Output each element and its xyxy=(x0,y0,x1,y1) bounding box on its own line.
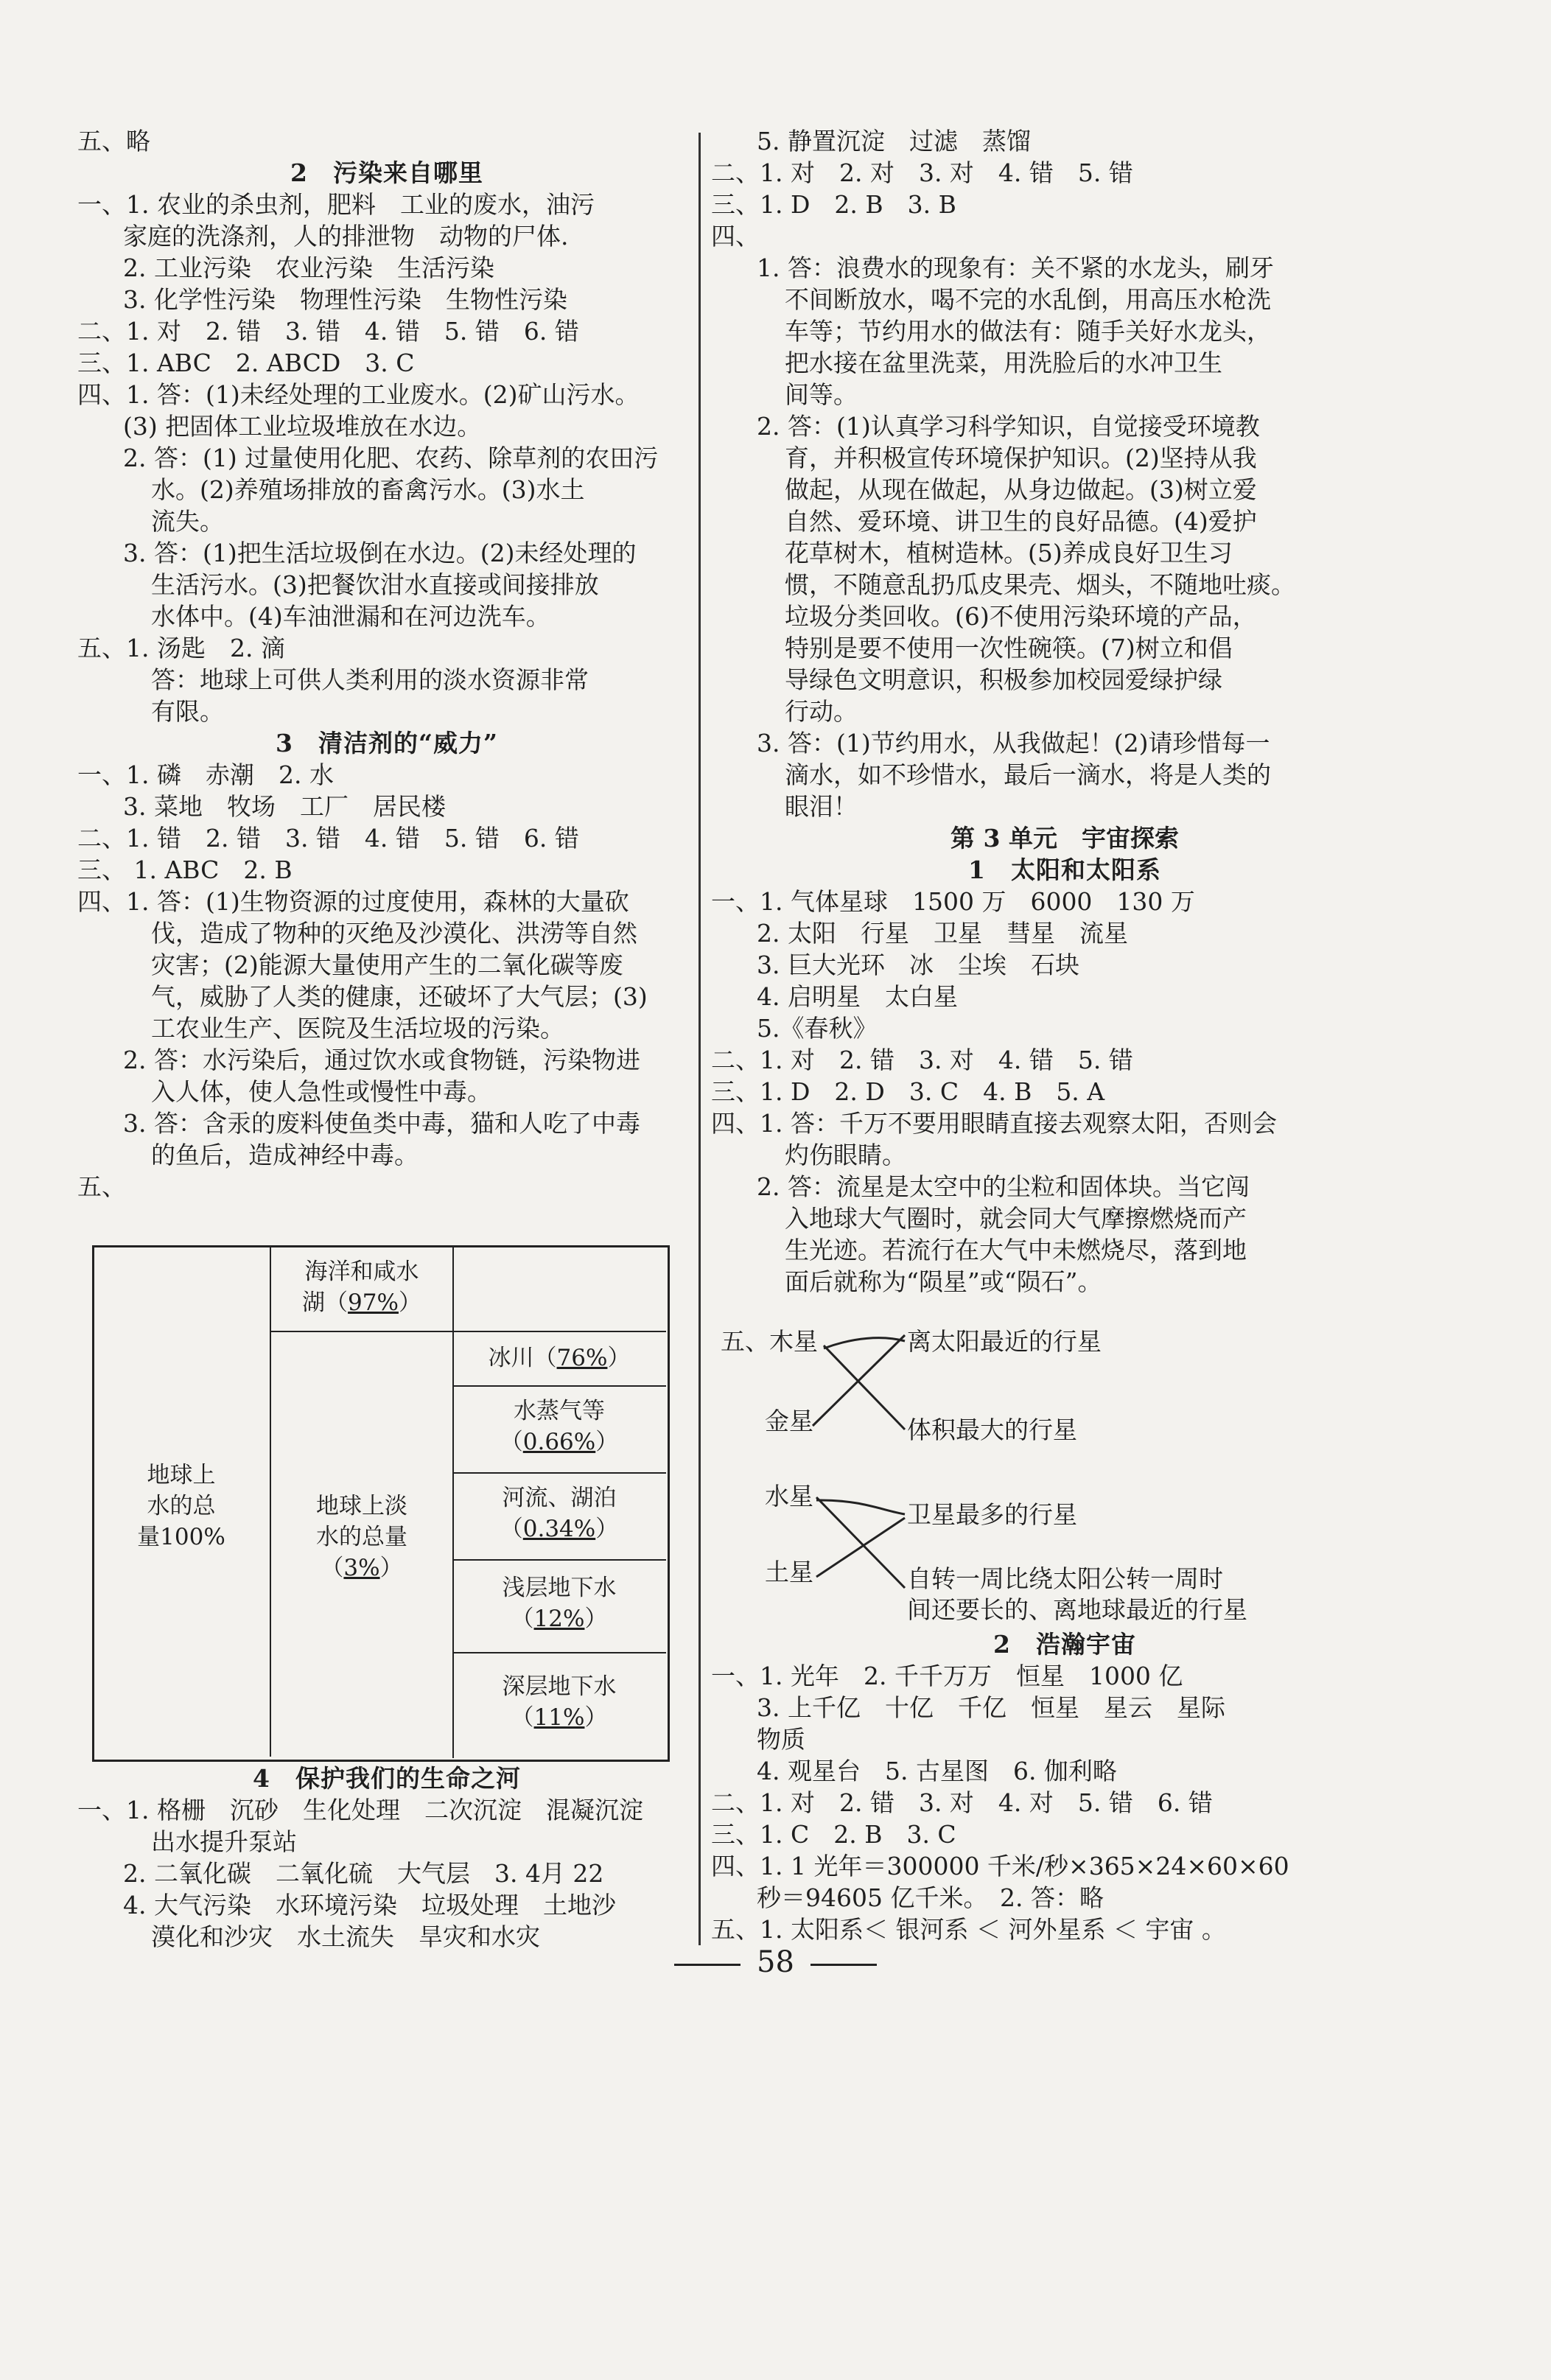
match-line-jupiter xyxy=(824,1345,905,1429)
table-value: 11% xyxy=(533,1704,585,1731)
text-line: 五、略 xyxy=(77,127,150,155)
table-text: 冰川（ xyxy=(488,1345,557,1371)
text-line: 2. 答：(1) 过量使用化肥、农药、除草剂的农田污 xyxy=(123,444,659,472)
right-column-bottom xyxy=(711,1628,1418,1945)
table-text: ） xyxy=(595,1516,619,1542)
planet-description: 间还要长的、离地球最近的行星 xyxy=(907,1595,1247,1624)
text-line: 四、1. 答：(1)生物资源的过度使用，森林的大量砍 xyxy=(77,887,629,916)
text-line: 1. 答：浪费水的现象有：关不紧的水龙头，刷牙 xyxy=(757,253,1274,282)
planet-description: 卫星最多的行星 xyxy=(907,1500,1077,1529)
text-line: 惯，不随意乱扔瓜皮果壳、烟头，不随地吐痰。 xyxy=(785,570,1295,599)
glacier-cell xyxy=(452,1332,666,1387)
text-line: 2. 二氧化碳 二氧化硫 大气层 3. 4月 22 xyxy=(123,1859,604,1888)
text-line: 四、1. 答：千万不要用眼睛直接去观察太阳，否则会 xyxy=(711,1109,1277,1138)
text-line: 三、 1. ABC 2. B xyxy=(77,855,293,884)
table-value: 0.66% xyxy=(522,1429,596,1455)
page-number xyxy=(0,1945,1551,1979)
text-line: 4. 启明星 太白星 xyxy=(757,982,958,1011)
shallow-groundwater-cell xyxy=(452,1559,666,1653)
total-water-cell xyxy=(93,1246,271,1757)
ocean-cell xyxy=(271,1246,454,1332)
deep-groundwater-cell xyxy=(452,1652,666,1757)
text-line: 二、1. 对 2. 对 3. 对 4. 错 5. 错 xyxy=(711,158,1133,187)
text-line: 五、 xyxy=(77,1172,126,1201)
planet-label: 土星 xyxy=(765,1558,813,1586)
table-value: 3% xyxy=(343,1555,380,1581)
table-text: 水的总 xyxy=(147,1493,216,1519)
text-line: 一、1. 农业的杀虫剂，肥料 工业的废水，油污 xyxy=(77,190,595,219)
text-line: 出水提升泵站 xyxy=(151,1827,297,1856)
text-line: 三、1. ABC 2. ABCD 3. C xyxy=(77,349,415,377)
table-text: 水的总量 xyxy=(316,1524,407,1550)
text-line: 三、1. D 2. B 3. B xyxy=(711,190,956,219)
table-text: 地球上 xyxy=(147,1462,216,1488)
planet-description: 自转一周比绕太阳公转一周时 xyxy=(907,1564,1223,1593)
text-line: 的鱼后，造成神经中毒。 xyxy=(151,1141,419,1169)
text-line: 漠化和沙灾 水土流失 旱灾和水灾 xyxy=(151,1922,540,1951)
text-line: 自然、爱环境、讲卫生的良好品德。(4)爱护 xyxy=(785,507,1257,536)
question-prefix: 五、 xyxy=(721,1327,769,1356)
text-line: 三、1. C 2. B 3. C xyxy=(711,1820,956,1849)
text-line: 四、 xyxy=(711,222,760,251)
text-line: 面后就称为“陨星”或“陨石”。 xyxy=(785,1267,1102,1296)
text-line: (3) 把固体工业垃圾堆放在水边。 xyxy=(123,412,482,441)
table-text: 河流、湖泊 xyxy=(502,1485,617,1511)
table-text: 深层地下水 xyxy=(502,1673,617,1700)
text-line: 行动。 xyxy=(785,697,858,726)
text-line: 2. 答：流星是太空中的尘粒和固体块。当它闯 xyxy=(757,1172,1250,1201)
table-text: 湖（ xyxy=(302,1289,349,1316)
table-text: 量100% xyxy=(137,1524,225,1550)
table-value: 12% xyxy=(533,1606,585,1632)
table-text: ） xyxy=(584,1704,608,1731)
freshwater-cell xyxy=(271,1332,454,1758)
text-line: 气，威胁了人类的健康，还破坏了大气层；(3) xyxy=(151,982,648,1011)
page-number-text: 58 xyxy=(757,1945,794,1979)
empty-cell xyxy=(452,1246,666,1332)
text-line: 灾害；(2)能源大量使用产生的二氧化碳等废 xyxy=(151,951,623,979)
text-line: 水体中。(4)车油泄漏和在河边洗车。 xyxy=(151,602,550,631)
text-line: 3. 答：(1)节约用水，从我做起！(2)请珍惜每一 xyxy=(757,729,1270,757)
text-line: 花草树木，植树造林。(5)养成良好卫生习 xyxy=(785,539,1233,567)
text-line: 导绿色文明意识，积极参加校园爱绿护绿 xyxy=(785,665,1222,694)
planet-matching-diagram xyxy=(721,1326,1354,1636)
text-line: 2. 太阳 行星 卫星 彗星 流星 xyxy=(757,919,1128,948)
text-line: 3. 答：(1)把生活垃圾倒在水边。(2)未经处理的 xyxy=(123,539,637,567)
lesson-title: 2 浩瀚宇宙 xyxy=(993,1630,1136,1659)
table-text: ） xyxy=(398,1289,421,1316)
lesson-title: 1 太阳和太阳系 xyxy=(968,855,1161,884)
text-line: 做起，从现在做起，从身边做起。(3)树立爱 xyxy=(785,475,1257,504)
planet-label: 水星 xyxy=(765,1482,813,1511)
table-text: 海洋和咸水 xyxy=(304,1259,419,1285)
planet-label: 金星 xyxy=(765,1407,813,1435)
table-text: （ xyxy=(500,1516,523,1542)
lesson-title: 2 污染来自哪里 xyxy=(290,158,483,187)
text-line: 四、1. 1 光年＝300000 千米/秒×365×24×60×60 xyxy=(711,1852,1289,1880)
text-line: 把水接在盆里洗菜，用洗脸后的水冲卫生 xyxy=(785,349,1222,377)
text-line: 4. 观星台 5. 古星图 6. 伽利略 xyxy=(757,1757,1117,1785)
left-column-bottom xyxy=(77,1763,696,1953)
text-line: 二、1. 错 2. 错 3. 错 4. 错 5. 错 6. 错 xyxy=(77,824,579,853)
text-line: 5.《春秋》 xyxy=(757,1014,878,1043)
table-text: ） xyxy=(584,1606,608,1632)
text-line: 垃圾分类回收。(6)不使用污染环境的产品， xyxy=(785,602,1257,631)
water-distribution-table xyxy=(92,1245,670,1762)
column-divider xyxy=(699,133,701,1945)
text-line: 水。(2)养殖场排放的畜禽污水。(3)水土 xyxy=(151,475,585,504)
table-text: ） xyxy=(379,1555,403,1581)
dash-decoration xyxy=(674,1964,741,1966)
vapor-cell xyxy=(452,1385,666,1474)
text-line: 滴水，如不珍惜水，最后一滴水，将是人类的 xyxy=(785,760,1271,789)
text-line: 家庭的洗涤剂，人的排泄物 动物的尸体. xyxy=(123,222,569,251)
lesson-title: 3 清洁剂的“威力” xyxy=(276,729,498,757)
planet-label: 木星 xyxy=(769,1327,818,1356)
dash-decoration xyxy=(810,1964,877,1966)
text-line: 车等；节约用水的做法有：随手关好水龙头， xyxy=(785,317,1271,346)
table-text: （ xyxy=(321,1555,344,1581)
text-line: 不间断放水，喝不完的水乱倒，用高压水枪洗 xyxy=(785,285,1271,314)
lesson-title: 4 保护我们的生命之河 xyxy=(253,1764,521,1793)
text-line: 2. 工业污染 农业污染 生活污染 xyxy=(123,253,494,282)
planet-description: 体积最大的行星 xyxy=(907,1415,1077,1444)
text-line: 灼伤眼睛。 xyxy=(785,1141,906,1169)
text-line: 二、1. 对 2. 错 3. 对 4. 对 5. 错 6. 错 xyxy=(711,1788,1213,1817)
table-text: 地球上淡 xyxy=(316,1493,407,1519)
text-line: 答：地球上可供人类利用的淡水资源非常 xyxy=(151,665,589,694)
text-line: 入人体，使人急性或慢性中毒。 xyxy=(151,1077,491,1106)
table-text: ） xyxy=(595,1429,619,1455)
table-text: （ xyxy=(500,1429,523,1455)
text-line: 五、1. 汤匙 2. 滴 xyxy=(77,634,285,662)
text-line: 生光迹。若流行在大气中未燃烧尽，落到地 xyxy=(785,1236,1247,1264)
text-line: 有限。 xyxy=(151,697,224,726)
planet-description: 离太阳最近的行星 xyxy=(907,1327,1102,1356)
table-value: 97% xyxy=(348,1289,399,1316)
text-line: 入地球大气圈时，就会同大气摩擦燃烧而产 xyxy=(785,1204,1247,1233)
text-line: 伐，造成了物种的灭绝及沙漠化、洪涝等自然 xyxy=(151,919,637,948)
matching-lines xyxy=(721,1326,1354,1636)
text-line: 二、1. 对 2. 错 3. 错 4. 错 5. 错 6. 错 xyxy=(77,317,579,346)
text-line: 一、1. 光年 2. 千千万万 恒星 1000 亿 xyxy=(711,1662,1183,1690)
text-line: 间等。 xyxy=(785,380,858,409)
text-line: 2. 答：(1)认真学习科学知识，自觉接受环境教 xyxy=(757,412,1260,441)
left-column xyxy=(77,125,696,1203)
table-text: （ xyxy=(511,1606,534,1632)
text-line: 4. 大气污染 水环境污染 垃圾处理 土地沙 xyxy=(123,1891,616,1919)
text-line: 3. 巨大光环 冰 尘埃 石块 xyxy=(757,951,1079,979)
text-line: 2. 答：水污染后，通过饮水或食物链，污染物进 xyxy=(123,1046,640,1074)
text-line: 育，并积极宣传环境保护知识。(2)坚持从我 xyxy=(785,444,1257,472)
text-line: 五、1. 太阳系＜ 银河系 ＜ 河外星系 ＜ 宇宙 。 xyxy=(711,1915,1226,1944)
text-line: 物质 xyxy=(757,1725,805,1754)
table-text: 水蒸气等 xyxy=(514,1398,605,1424)
text-line: 一、1. 格栅 沉砂 生化处理 二次沉淀 混凝沉淀 xyxy=(77,1796,643,1824)
table-value: 76% xyxy=(556,1345,608,1371)
unit-title: 第 3 单元 宇宙探索 xyxy=(950,824,1179,853)
text-line: 流失。 xyxy=(151,507,224,536)
table-value: 0.34% xyxy=(522,1516,596,1542)
text-line: 三、1. D 2. D 3. C 4. B 5. A xyxy=(711,1077,1105,1106)
text-line: 特别是要不使用一次性碗筷。(7)树立和倡 xyxy=(785,634,1233,662)
river-cell xyxy=(452,1472,666,1561)
table-text: 浅层地下水 xyxy=(502,1575,617,1601)
text-line: 工农业生产、医院及生活垃圾的污染。 xyxy=(151,1014,564,1043)
text-line: 二、1. 对 2. 错 3. 对 4. 错 5. 错 xyxy=(711,1046,1133,1074)
text-line: 秒＝94605 亿千米。 2. 答：略 xyxy=(757,1883,1104,1912)
text-line: 四、1. 答：(1)未经处理的工业废水。(2)矿山污水。 xyxy=(77,380,640,409)
text-line: 3. 上千亿 十亿 千亿 恒星 星云 星际 xyxy=(757,1693,1225,1722)
table-text: （ xyxy=(511,1704,534,1731)
text-line: 一、1. 气体星球 1500 万 6000 130 万 xyxy=(711,887,1195,916)
text-line: 一、1. 磷 赤潮 2. 水 xyxy=(77,760,334,789)
text-line: 3. 菜地 牧场 工厂 居民楼 xyxy=(123,792,446,821)
right-column xyxy=(711,125,1418,1298)
text-line: 5. 静置沉淀 过滤 蒸馏 xyxy=(757,127,1031,155)
text-line: 3. 化学性污染 物理性污染 生物性污染 xyxy=(123,285,567,314)
table-text: ） xyxy=(607,1345,631,1371)
text-line: 眼泪！ xyxy=(785,792,858,821)
text-line: 生活污水。(3)把餐饮泔水直接或间接排放 xyxy=(151,570,599,599)
text-line: 3. 答：含汞的废料使鱼类中毒，猫和人吃了中毒 xyxy=(123,1109,640,1138)
match-line-saturn xyxy=(816,1518,905,1577)
